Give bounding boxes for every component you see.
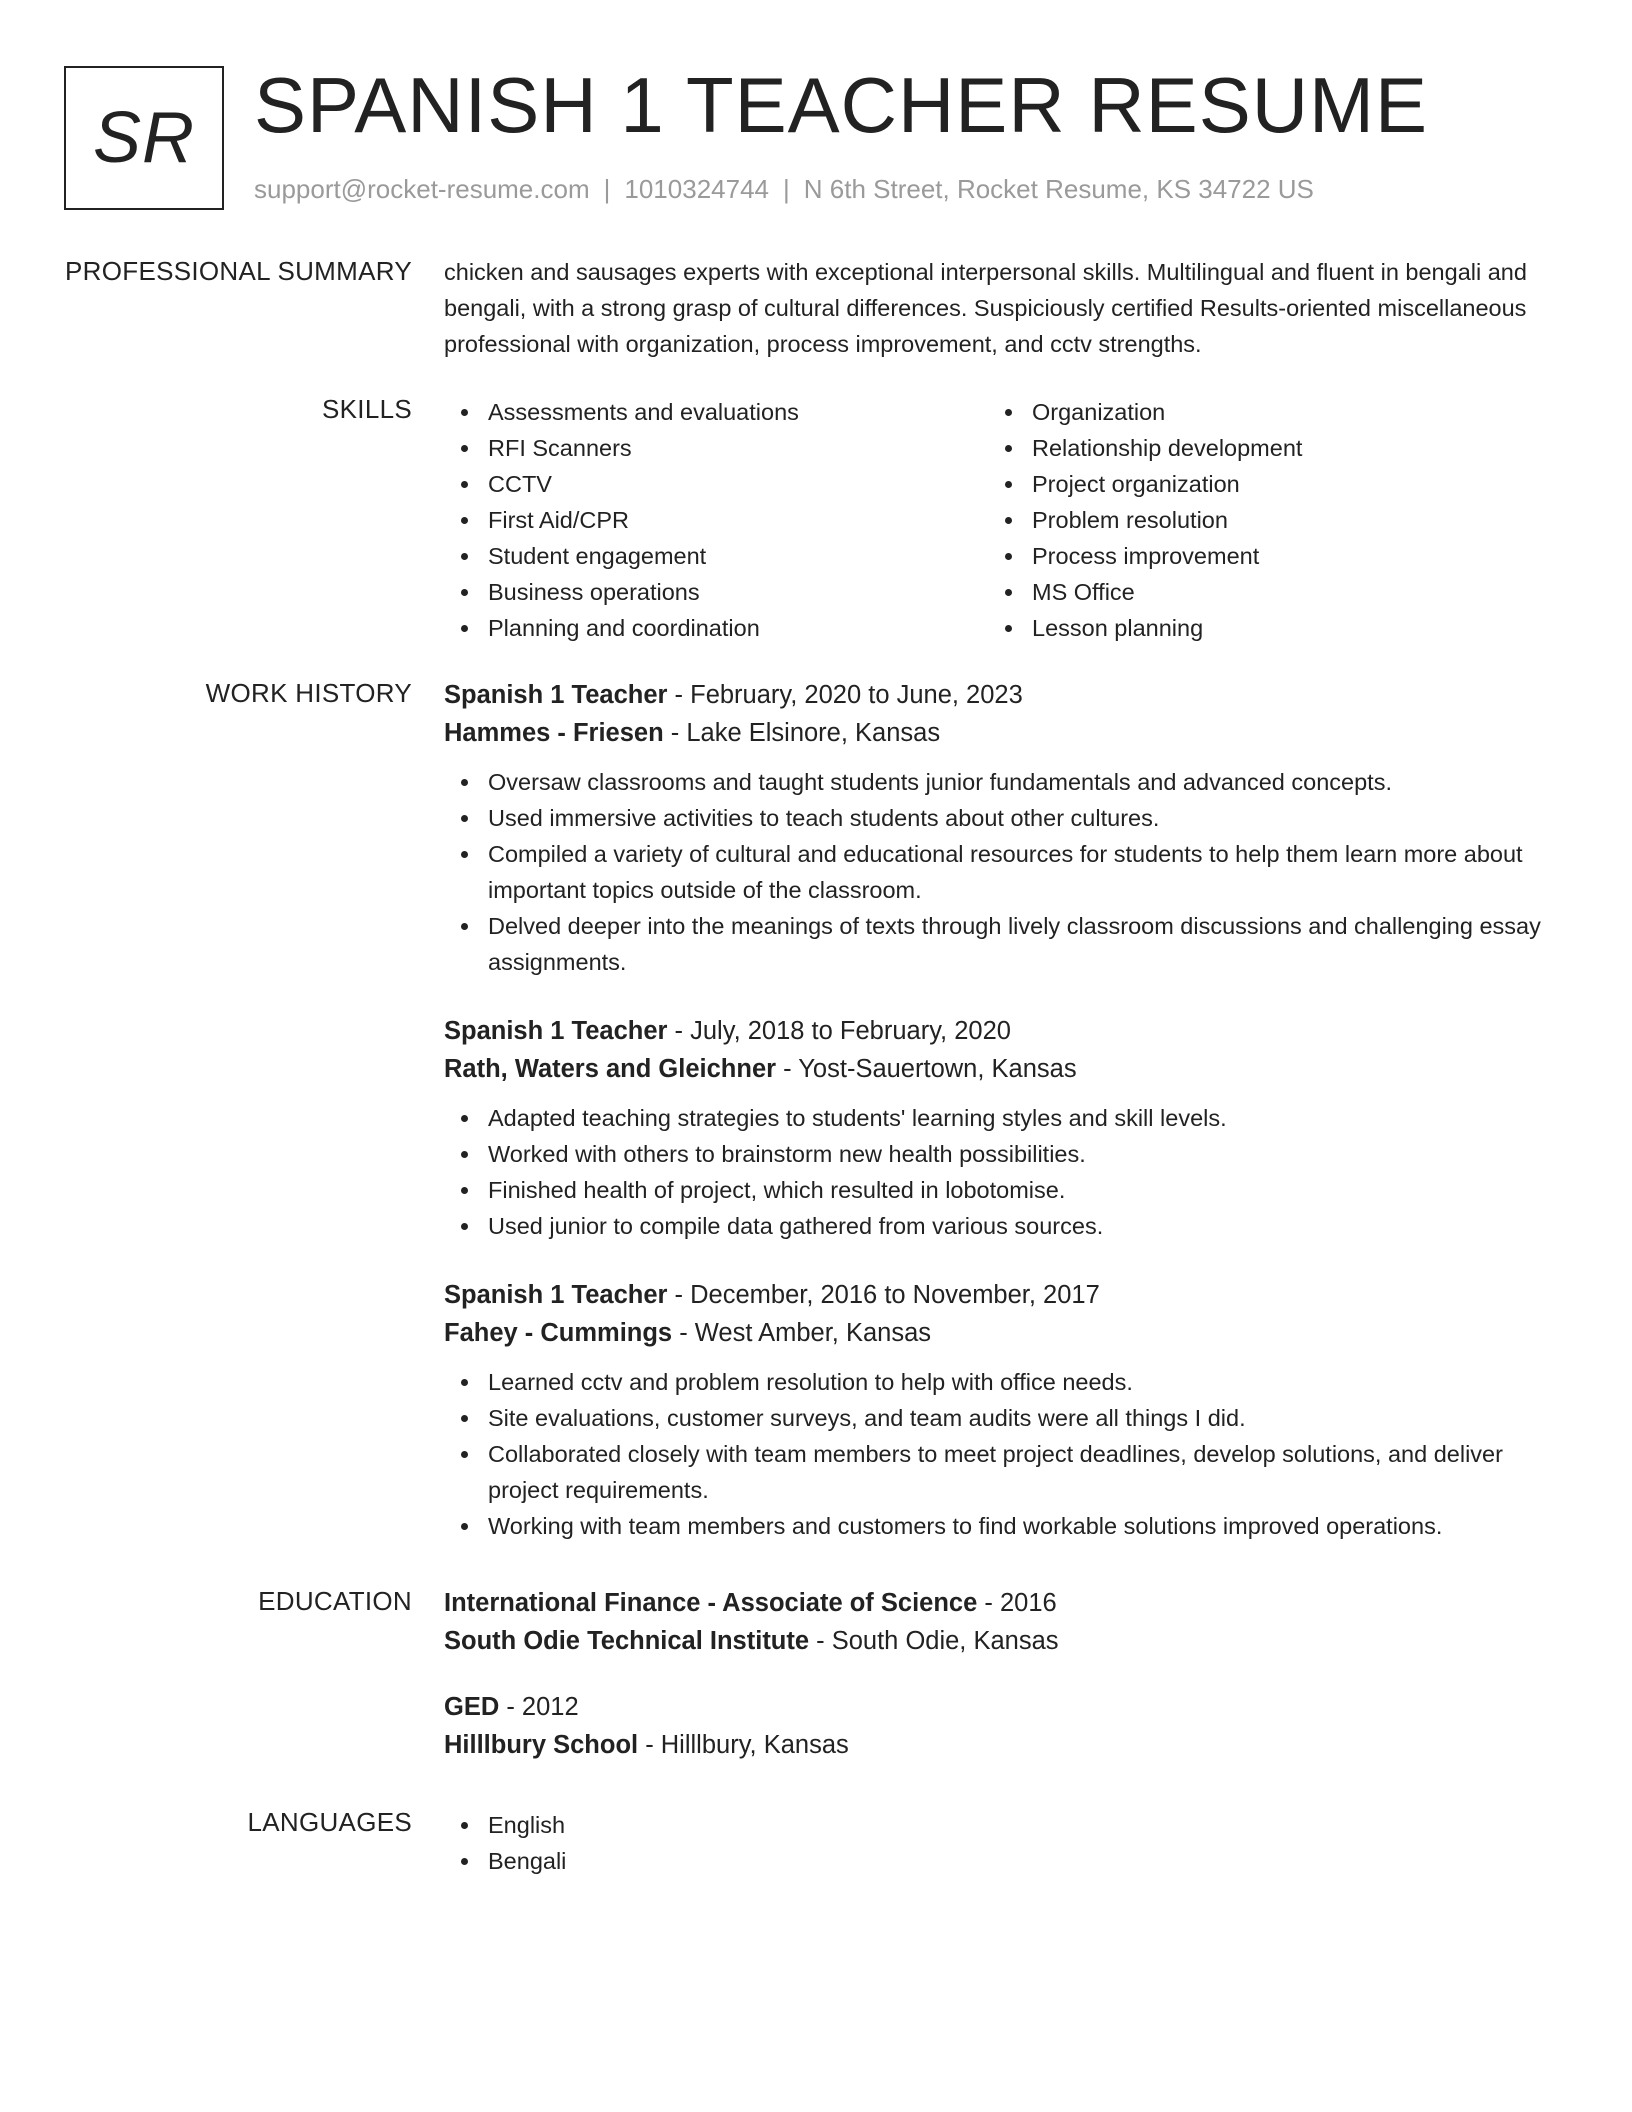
education-entry xyxy=(444,1688,1564,1764)
job-company: Rath, Waters and Gleichner xyxy=(444,1055,777,1083)
summary-text: chicken and sausages experts with exceptional interpersonal skills. Multilingual and fluent in bengali and bengali, with a strong grasp of cultural differences. Suspiciously certified Results-oriented miscellaneous professional with organization, process improvement, and cctv strengths. xyxy=(444,259,1527,357)
skills-column-left xyxy=(444,394,984,646)
skill-item: Planning and coordination xyxy=(444,610,984,646)
skills-list xyxy=(988,394,1528,646)
skill-item: First Aid/CPR xyxy=(444,502,984,538)
education-year: - 2016 xyxy=(977,1589,1057,1617)
education-location: - South Odie, Kansas xyxy=(809,1627,1059,1655)
job-duty-item: Used junior to compile data gathered from various sources. xyxy=(444,1208,1564,1244)
job-duty-item: Learned cctv and problem resolution to help with office needs. xyxy=(444,1364,1564,1400)
section-label-summary: PROFESSIONAL SUMMARY xyxy=(65,256,412,286)
job-duty-item: Delved deeper into the meanings of texts through lively classroom discussions and challenging essay assignments. xyxy=(444,908,1564,980)
job-duty-item: Finished health of project, which resulted in lobotomise. xyxy=(444,1172,1564,1208)
job-dates: - December, 2016 to November, 2017 xyxy=(667,1281,1100,1309)
education-school-line xyxy=(444,1726,1564,1764)
skill-item: Business operations xyxy=(444,574,984,610)
job-title-line xyxy=(444,1276,1564,1314)
job-duty-item: Collaborated closely with team members to meet project deadlines, develop solutions, and deliver project requirements. xyxy=(444,1436,1564,1508)
job-entry xyxy=(444,676,1564,980)
job-title: Spanish 1 Teacher xyxy=(444,1281,668,1309)
languages-content xyxy=(444,1807,1564,1879)
job-entry xyxy=(444,1276,1564,1544)
job-company: Fahey - Cummings xyxy=(444,1319,673,1347)
job-company-line xyxy=(444,714,1564,752)
education-degree: GED xyxy=(444,1693,500,1721)
contact-email[interactable]: support@rocket-resume.com xyxy=(254,174,590,204)
section-label-work-history: WORK HISTORY xyxy=(205,678,412,708)
job-duty-item: Adapted teaching strategies to students' learning styles and skill levels. xyxy=(444,1100,1564,1136)
job-company-line xyxy=(444,1050,1564,1088)
languages-list xyxy=(444,1807,1564,1879)
skills-content xyxy=(444,394,1564,654)
skill-item: Student engagement xyxy=(444,538,984,574)
job-dates: - July, 2018 to February, 2020 xyxy=(667,1017,1011,1045)
contact-line xyxy=(254,174,1314,205)
contact-separator: | xyxy=(603,174,611,204)
education-content xyxy=(444,1584,1564,1792)
skill-item: Assessments and evaluations xyxy=(444,394,984,430)
language-item: English xyxy=(444,1807,1564,1843)
job-title-line xyxy=(444,676,1564,714)
section-label-education: EDUCATION xyxy=(258,1586,412,1616)
job-location: - Yost-Sauertown, Kansas xyxy=(776,1055,1077,1083)
job-duties-list xyxy=(444,1364,1564,1544)
job-title-line xyxy=(444,1012,1564,1050)
skill-item: CCTV xyxy=(444,466,984,502)
job-dates: - February, 2020 to June, 2023 xyxy=(667,681,1023,709)
section-label-skills: SKILLS xyxy=(322,394,412,424)
skill-item: Project organization xyxy=(988,466,1528,502)
job-title: Spanish 1 Teacher xyxy=(444,681,668,709)
resume-header xyxy=(64,61,1564,214)
education-school: South Odie Technical Institute xyxy=(444,1627,810,1655)
skill-item: MS Office xyxy=(988,574,1528,610)
job-location: - Lake Elsinore, Kansas xyxy=(663,719,941,747)
education-degree-line xyxy=(444,1584,1564,1622)
page-title: SPANISH 1 TEACHER RESUME xyxy=(254,61,1429,149)
job-duty-item: Compiled a variety of cultural and educational resources for students to help them learn more about important topics outside of the classroom. xyxy=(444,836,1564,908)
job-duty-item: Used immersive activities to teach students about other cultures. xyxy=(444,800,1564,836)
job-duty-item: Working with team members and customers to find workable solutions improved operations. xyxy=(444,1508,1564,1544)
job-entry xyxy=(444,1012,1564,1244)
job-company-line xyxy=(444,1314,1564,1352)
skill-item: Organization xyxy=(988,394,1528,430)
education-degree-line xyxy=(444,1688,1564,1726)
section-label-languages: LANGUAGES xyxy=(247,1807,412,1837)
education-year: - 2012 xyxy=(499,1693,579,1721)
monogram-initials: SR xyxy=(92,98,196,178)
job-title: Spanish 1 Teacher xyxy=(444,1017,668,1045)
contact-address: N 6th Street, Rocket Resume, KS 34722 US xyxy=(803,174,1314,204)
education-school-line xyxy=(444,1622,1564,1660)
skills-list xyxy=(444,394,984,646)
education-location: - Hilllbury, Kansas xyxy=(638,1731,849,1759)
skill-item: Lesson planning xyxy=(988,610,1528,646)
skill-item: RFI Scanners xyxy=(444,430,984,466)
education-school: Hilllbury School xyxy=(444,1731,639,1759)
skill-item: Problem resolution xyxy=(988,502,1528,538)
job-duty-item: Site evaluations, customer surveys, and team audits were all things I did. xyxy=(444,1400,1564,1436)
contact-phone[interactable]: 1010324744 xyxy=(624,174,769,204)
job-duties-list xyxy=(444,1100,1564,1244)
job-duty-item: Worked with others to brainstorm new health possibilities. xyxy=(444,1136,1564,1172)
contact-separator: | xyxy=(783,174,790,204)
monogram-logo xyxy=(64,66,224,210)
skills-column-right xyxy=(988,394,1528,646)
education-entry xyxy=(444,1584,1564,1660)
skill-item: Relationship development xyxy=(988,430,1528,466)
skill-item: Process improvement xyxy=(988,538,1528,574)
education-degree: International Finance - Associate of Science xyxy=(444,1589,978,1617)
language-item: Bengali xyxy=(444,1843,1564,1879)
job-location: - West Amber, Kansas xyxy=(672,1319,932,1347)
job-duties-list xyxy=(444,764,1564,980)
work-history-content xyxy=(444,676,1564,1576)
job-duty-item: Oversaw classrooms and taught students junior fundamentals and advanced concepts. xyxy=(444,764,1564,800)
job-company: Hammes - Friesen xyxy=(444,719,664,747)
summary-content xyxy=(444,254,1564,362)
